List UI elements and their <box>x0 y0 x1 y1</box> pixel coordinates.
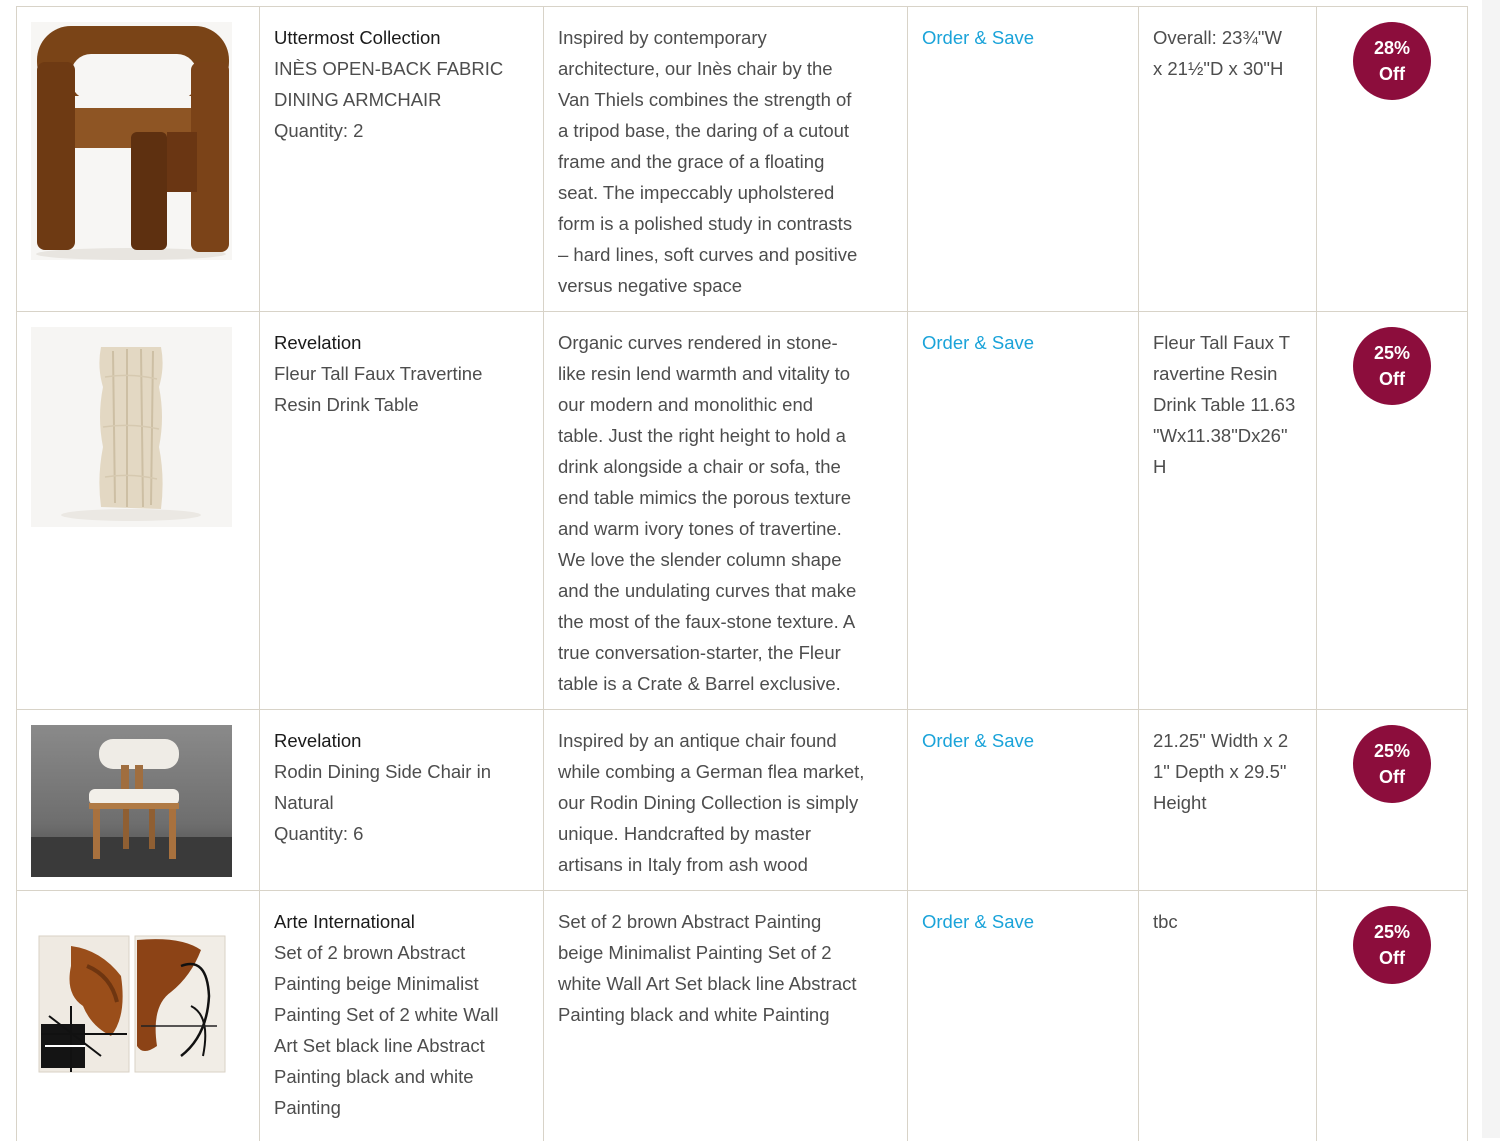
dimensions-cell <box>1139 710 1317 891</box>
table-row <box>17 312 1468 710</box>
discount-cell <box>1317 710 1468 891</box>
dimension-line: Fleur Tall Faux T <box>1153 332 1291 353</box>
discount-badge <box>1353 725 1431 803</box>
product-name-line: DINING ARMCHAIR <box>274 89 442 110</box>
description-cell <box>544 7 908 312</box>
product-name-line: Art Set black line Abstract <box>274 1035 485 1056</box>
discount-off-label: Off <box>1379 369 1405 389</box>
description-line: architecture, our Inès chair by the <box>558 58 833 79</box>
discount-off-label: Off <box>1379 767 1405 787</box>
dimension-line: Height <box>1153 792 1207 813</box>
description-line: Inspired by contemporary <box>558 27 767 48</box>
description-line: table is a Crate & Barrel exclusive. <box>558 673 841 694</box>
dimension-line: ravertine Resin <box>1153 363 1278 384</box>
description-line: Inspired by an antique chair found <box>558 730 837 751</box>
description-line: a tripod base, the daring of a cutout <box>558 120 850 141</box>
order-and-save-link[interactable]: Order & Save <box>922 911 1035 932</box>
brand-name: Revelation <box>274 332 362 353</box>
description-line: versus negative space <box>558 275 743 296</box>
discount-badge <box>1353 327 1431 405</box>
description-line: table. Just the right height to hold a <box>558 425 846 446</box>
action-cell <box>908 710 1139 891</box>
dimension-line: 1" Depth x 29.5" <box>1153 761 1287 782</box>
product-name-line: INÈS OPEN-BACK FABRIC <box>274 58 504 79</box>
dimension-line: x 21½"D x 30"H <box>1153 58 1284 79</box>
description-line: artisans in Italy from ash wood <box>558 854 808 875</box>
description-line: our modern and monolithic end <box>558 394 814 415</box>
description-line: like resin lend warmth and vitality to <box>558 363 851 384</box>
dimension-line: tbc <box>1153 911 1178 932</box>
discount-off-label: Off <box>1379 948 1405 968</box>
product-image-side-chair[interactable] <box>31 725 232 877</box>
dimensions-cell <box>1139 312 1317 710</box>
description-cell <box>544 312 908 710</box>
description-line: We love the slender column shape <box>558 549 842 570</box>
product-image-cell <box>17 891 260 1141</box>
description-line: Painting black and white Painting <box>558 1004 830 1025</box>
dimension-line: H <box>1153 456 1167 477</box>
table-row <box>17 7 1468 312</box>
product-name-line: Painting black and white <box>274 1066 474 1087</box>
quantity-text: Quantity: 6 <box>274 823 364 844</box>
description-line: our Rodin Dining Collection is simply <box>558 792 859 813</box>
description-line: Set of 2 brown Abstract Painting <box>558 911 822 932</box>
discount-cell <box>1317 7 1468 312</box>
product-name-line: Resin Drink Table <box>274 394 419 415</box>
product-name-line: Fleur Tall Faux Travertine <box>274 363 483 384</box>
table-row <box>17 710 1468 891</box>
discount-off-label: Off <box>1379 64 1405 84</box>
product-image-cell <box>17 7 260 312</box>
description-line: seat. The impeccably upholstered <box>558 182 835 203</box>
description-line: – hard lines, soft curves and positive <box>558 244 858 265</box>
dimension-line: 21.25" Width x 2 <box>1153 730 1289 751</box>
discount-cell <box>1317 312 1468 710</box>
brand-name: Revelation <box>274 730 362 751</box>
discount-badge <box>1353 22 1431 100</box>
product-table <box>16 6 1468 1141</box>
description-line: frame and the grace of a floating <box>558 151 825 172</box>
page-scroll-gutter <box>1482 0 1500 1138</box>
description-line: true conversation-starter, the Fleur <box>558 642 841 663</box>
order-and-save-link[interactable]: Order & Save <box>922 27 1035 48</box>
dimension-line: Drink Table 11.63 <box>1153 394 1296 415</box>
description-line: unique. Handcrafted by master <box>558 823 811 844</box>
product-info-cell <box>260 7 544 312</box>
product-name-line: Set of 2 brown Abstract <box>274 942 466 963</box>
brand-name: Arte International <box>274 911 415 932</box>
description-cell <box>544 710 908 891</box>
table-row <box>17 891 1468 1141</box>
product-image-cell <box>17 312 260 710</box>
product-info-cell <box>260 710 544 891</box>
product-name-line: Painting beige Minimalist <box>274 973 479 994</box>
product-image-cell <box>17 710 260 891</box>
product-image-abstract-paintings[interactable] <box>31 906 232 1106</box>
description-line: drink alongside a chair or sofa, the <box>558 456 841 477</box>
action-cell <box>908 7 1139 312</box>
product-image-drink-table[interactable] <box>31 327 232 527</box>
dimensions-cell <box>1139 891 1317 1141</box>
description-line: Van Thiels combines the strength of <box>558 89 852 110</box>
discount-percent: 28% <box>1373 38 1411 58</box>
order-and-save-link[interactable]: Order & Save <box>922 730 1035 751</box>
discount-percent: 25% <box>1373 343 1411 363</box>
discount-badge <box>1353 906 1431 984</box>
dimensions-cell <box>1139 7 1317 312</box>
description-line: and the undulating curves that make <box>558 580 857 601</box>
dimension-line: Overall: 23¾"W <box>1153 27 1282 48</box>
description-cell <box>544 891 908 1141</box>
discount-cell <box>1317 891 1468 1141</box>
description-line: and warm ivory tones of travertine. <box>558 518 842 539</box>
product-image-armchair[interactable] <box>31 22 232 260</box>
order-and-save-link[interactable]: Order & Save <box>922 332 1035 353</box>
discount-percent: 25% <box>1373 741 1411 761</box>
description-line: Organic curves rendered in stone- <box>558 332 838 353</box>
product-name-line: Rodin Dining Side Chair in <box>274 761 491 782</box>
discount-percent: 25% <box>1373 922 1411 942</box>
action-cell <box>908 891 1139 1141</box>
description-line: while combing a German flea market, <box>558 761 865 782</box>
description-line: end table mimics the porous texture <box>558 487 852 508</box>
description-line: the most of the faux-stone texture. A <box>558 611 856 632</box>
product-name-line: Painting <box>274 1097 341 1118</box>
description-line: white Wall Art Set black line Abstract <box>558 973 857 994</box>
brand-name: Uttermost Collection <box>274 27 441 48</box>
action-cell <box>908 312 1139 710</box>
dimension-line: "Wx11.38"Dx26" <box>1153 425 1288 446</box>
product-info-cell <box>260 312 544 710</box>
quantity-text: Quantity: 2 <box>274 120 364 141</box>
description-line: beige Minimalist Painting Set of 2 <box>558 942 832 963</box>
description-line: form is a polished study in contrasts <box>558 213 853 234</box>
product-name-line: Natural <box>274 792 334 813</box>
product-name-line: Painting Set of 2 white Wall <box>274 1004 499 1025</box>
product-info-cell <box>260 891 544 1141</box>
